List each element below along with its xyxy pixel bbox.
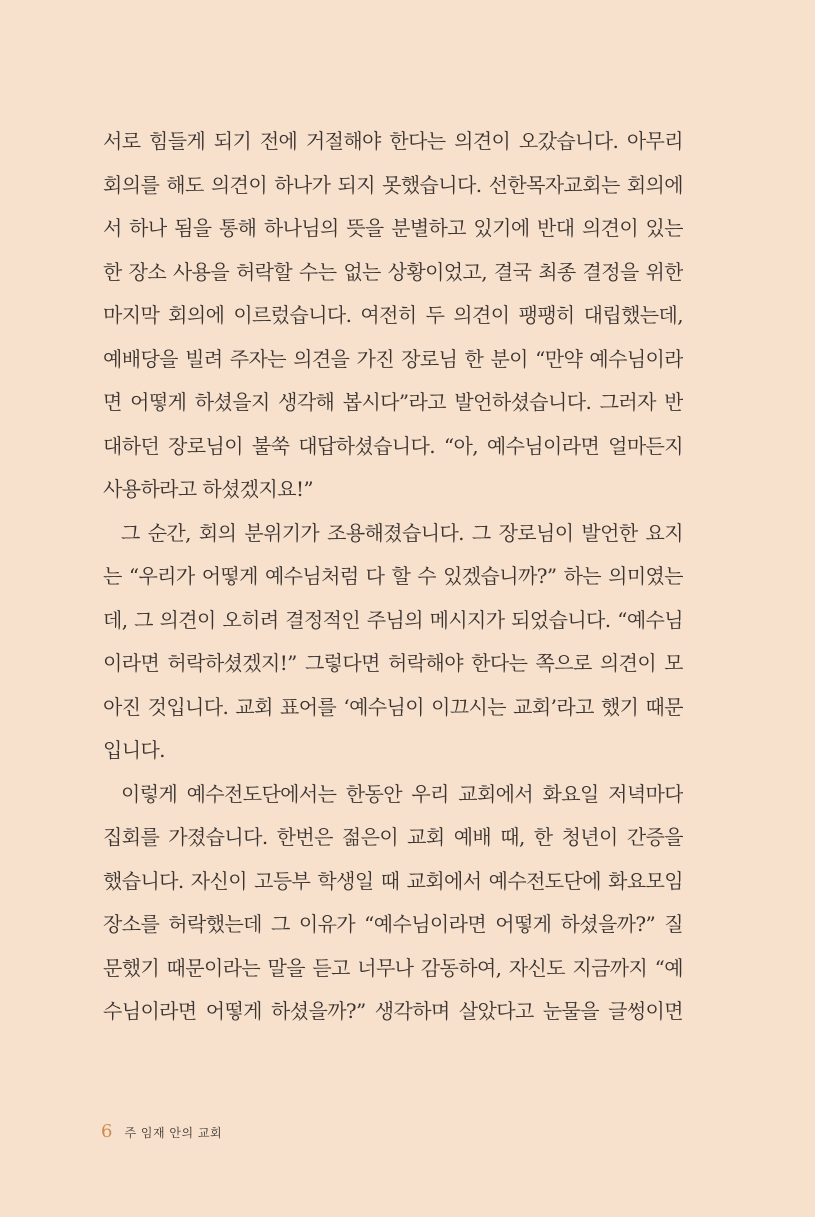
text-line: 했습니다. 자신이 고등부 학생일 때 교회에서 예수전도단에 화요모임 xyxy=(103,868,683,893)
text-line: 서로 힘들게 되기 전에 거절해야 한다는 의견이 오갔습니다. 아무리 xyxy=(103,129,683,153)
body-text xyxy=(103,120,683,1034)
text-line: 서 하나 됨을 통해 하나님의 뜻을 분별하고 있기에 반대 의견이 있는 xyxy=(103,216,683,240)
text-line: 회의를 해도 의견이 하나가 되지 못했습니다. 선한목자교회는 회의에 xyxy=(103,172,683,197)
text-line: 이라면 허락하셨겠지!” 그렇다면 허락해야 한다는 쪽으로 의견이 모 xyxy=(103,651,683,675)
page-footer xyxy=(101,1121,222,1142)
text-line: 한 장소 사용을 허락할 수는 없는 상황이었고, 결국 최종 결정을 위한 xyxy=(103,259,683,284)
text-line: 는 “우리가 어떻게 예수님처럼 다 할 수 있겠습니까?” 하는 의미였는 xyxy=(103,564,683,588)
text-line: 문했기 때문이라는 말을 듣고 너무나 감동하여, 자신도 지금까지 “예 xyxy=(103,955,683,980)
text-line: 사용하라고 하셨겠지요!” xyxy=(103,477,314,501)
text-line: 아진 것입니다. 교회 표어를 ‘예수님이 이끄시는 교회’라고 했기 때문 xyxy=(103,694,683,719)
text-line: 데, 그 의견이 오히려 결정적인 주님의 메시지가 되었습니다. “예수님 xyxy=(103,607,683,632)
text-line: 집회를 가졌습니다. 한번은 젊은이 교회 예배 때, 한 청년이 간증을 xyxy=(103,825,683,849)
running-title: 주 임재 안의 교회 xyxy=(124,1126,223,1140)
text-line: 이렇게 예수전도단에서는 한동안 우리 교회에서 화요일 저녁마다 xyxy=(121,781,683,806)
text-line: 수님이라면 어떻게 하셨을까?” 생각하며 살았다고 눈물을 글썽이면 xyxy=(103,999,683,1023)
text-line: 그 순간, 회의 분위기가 조용해졌습니다. 그 장로님이 발언한 요지 xyxy=(121,520,683,545)
text-line: 대하던 장로님이 불쑥 대답하셨습니다. “아, 예수님이라면 얼마든지 xyxy=(103,433,683,458)
text-line: 입니다. xyxy=(103,738,165,762)
text-line: 마지막 회의에 이르렀습니다. 여전히 두 의견이 팽팽히 대립했는데, xyxy=(103,303,683,327)
text-line: 장소를 허락했는데 그 이유가 “예수님이라면 어떻게 하셨을까?” 질 xyxy=(103,912,683,936)
text-line: 면 어떻게 하셨을지 생각해 봅시다”라고 발언하셨습니다. 그러자 반 xyxy=(103,390,683,414)
text-line: 예배당을 빌려 주자는 의견을 가진 장로님 한 분이 “만약 예수님이라 xyxy=(103,346,683,371)
page-number: 6 xyxy=(101,1121,113,1142)
